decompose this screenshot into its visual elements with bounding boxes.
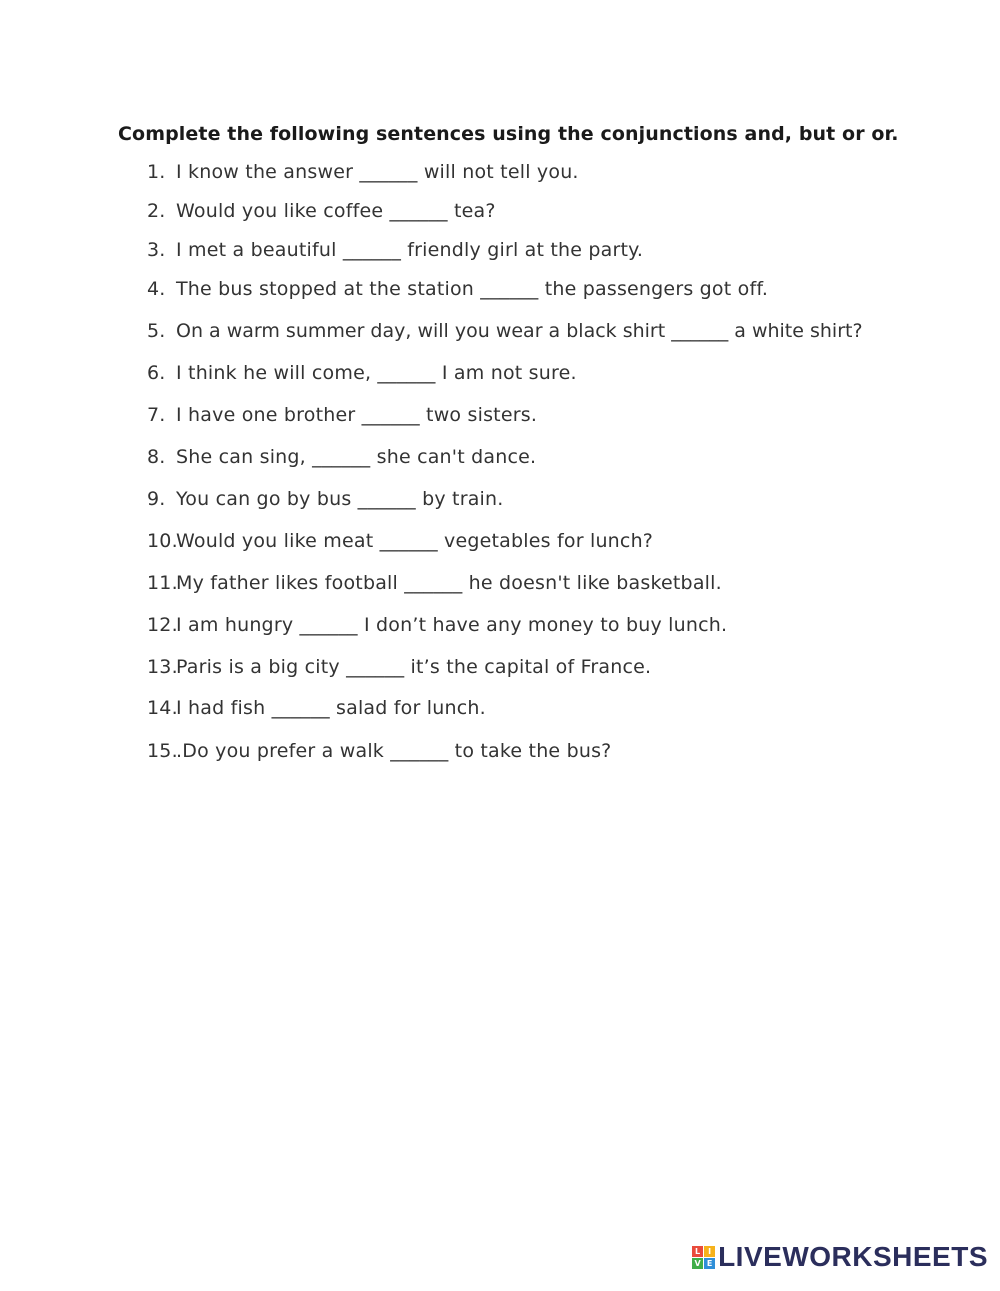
list-item	[147, 530, 653, 552]
list-item	[147, 614, 727, 636]
list-item	[147, 239, 643, 261]
list-item	[147, 740, 611, 762]
badge-letter-e: E	[704, 1258, 715, 1269]
item-number: 13.	[147, 656, 178, 678]
item-text: .Do you prefer a walk ______ to take the bus?	[176, 740, 612, 762]
item-number: 9.	[147, 488, 166, 510]
list-item	[147, 161, 579, 183]
item-text: I have one brother ______ two sisters.	[176, 404, 538, 426]
item-text: My father likes football ______ he doesn't like basketball.	[176, 572, 722, 594]
item-number: 5.	[147, 320, 166, 342]
list-item	[147, 656, 651, 678]
list-item	[147, 488, 504, 510]
list-item	[147, 446, 536, 468]
badge-letter-i: I	[704, 1246, 715, 1257]
item-number: 1.	[147, 161, 166, 183]
item-text: The bus stopped at the station ______ the passengers got off.	[176, 278, 769, 300]
item-text: I had fish ______ salad for lunch.	[176, 697, 486, 719]
list-item	[147, 572, 722, 594]
item-number: 10.	[147, 530, 178, 552]
item-text: I am hungry ______ I don’t have any money to buy lunch.	[176, 614, 728, 636]
list-item	[147, 278, 768, 300]
item-text: You can go by bus ______ by train.	[176, 488, 504, 510]
list-item	[147, 320, 863, 342]
badge-letter-l: L	[692, 1246, 703, 1257]
logo-text: LIVEWORKSHEETS	[718, 1241, 988, 1272]
list-item	[147, 362, 577, 384]
live-badge-icon	[692, 1246, 715, 1269]
item-text: On a warm summer day, will you wear a black shirt ______ a white shirt?	[176, 320, 863, 342]
instruction-heading: Complete the following sentences using the conjunctions and, but or or.	[118, 123, 899, 145]
item-number: 2.	[147, 200, 166, 222]
list-item	[147, 697, 486, 719]
item-number: 11.	[147, 572, 178, 594]
item-number: 14.	[147, 697, 178, 719]
item-text: I know the answer ______ will not tell you.	[176, 161, 579, 183]
item-number: 7.	[147, 404, 166, 426]
item-number: 12.	[147, 614, 178, 636]
list-item	[147, 404, 537, 426]
item-number: 8.	[147, 446, 166, 468]
item-number: 15.	[147, 740, 178, 762]
item-text: Would you like coffee ______ tea?	[176, 200, 496, 222]
item-number: 3.	[147, 239, 166, 261]
list-item	[147, 200, 496, 222]
item-number: 6.	[147, 362, 166, 384]
liveworksheets-logo	[692, 1241, 988, 1273]
item-text: I think he will come, ______ I am not sure.	[176, 362, 577, 384]
item-text: I met a beautiful ______ friendly girl at the party.	[176, 239, 644, 261]
item-text: She can sing, ______ she can't dance.	[176, 446, 537, 468]
item-number: 4.	[147, 278, 166, 300]
item-text: Paris is a big city ______ it’s the capital of France.	[176, 656, 652, 678]
item-text: Would you like meat ______ vegetables for lunch?	[176, 530, 654, 552]
badge-letter-v: V	[692, 1258, 703, 1269]
